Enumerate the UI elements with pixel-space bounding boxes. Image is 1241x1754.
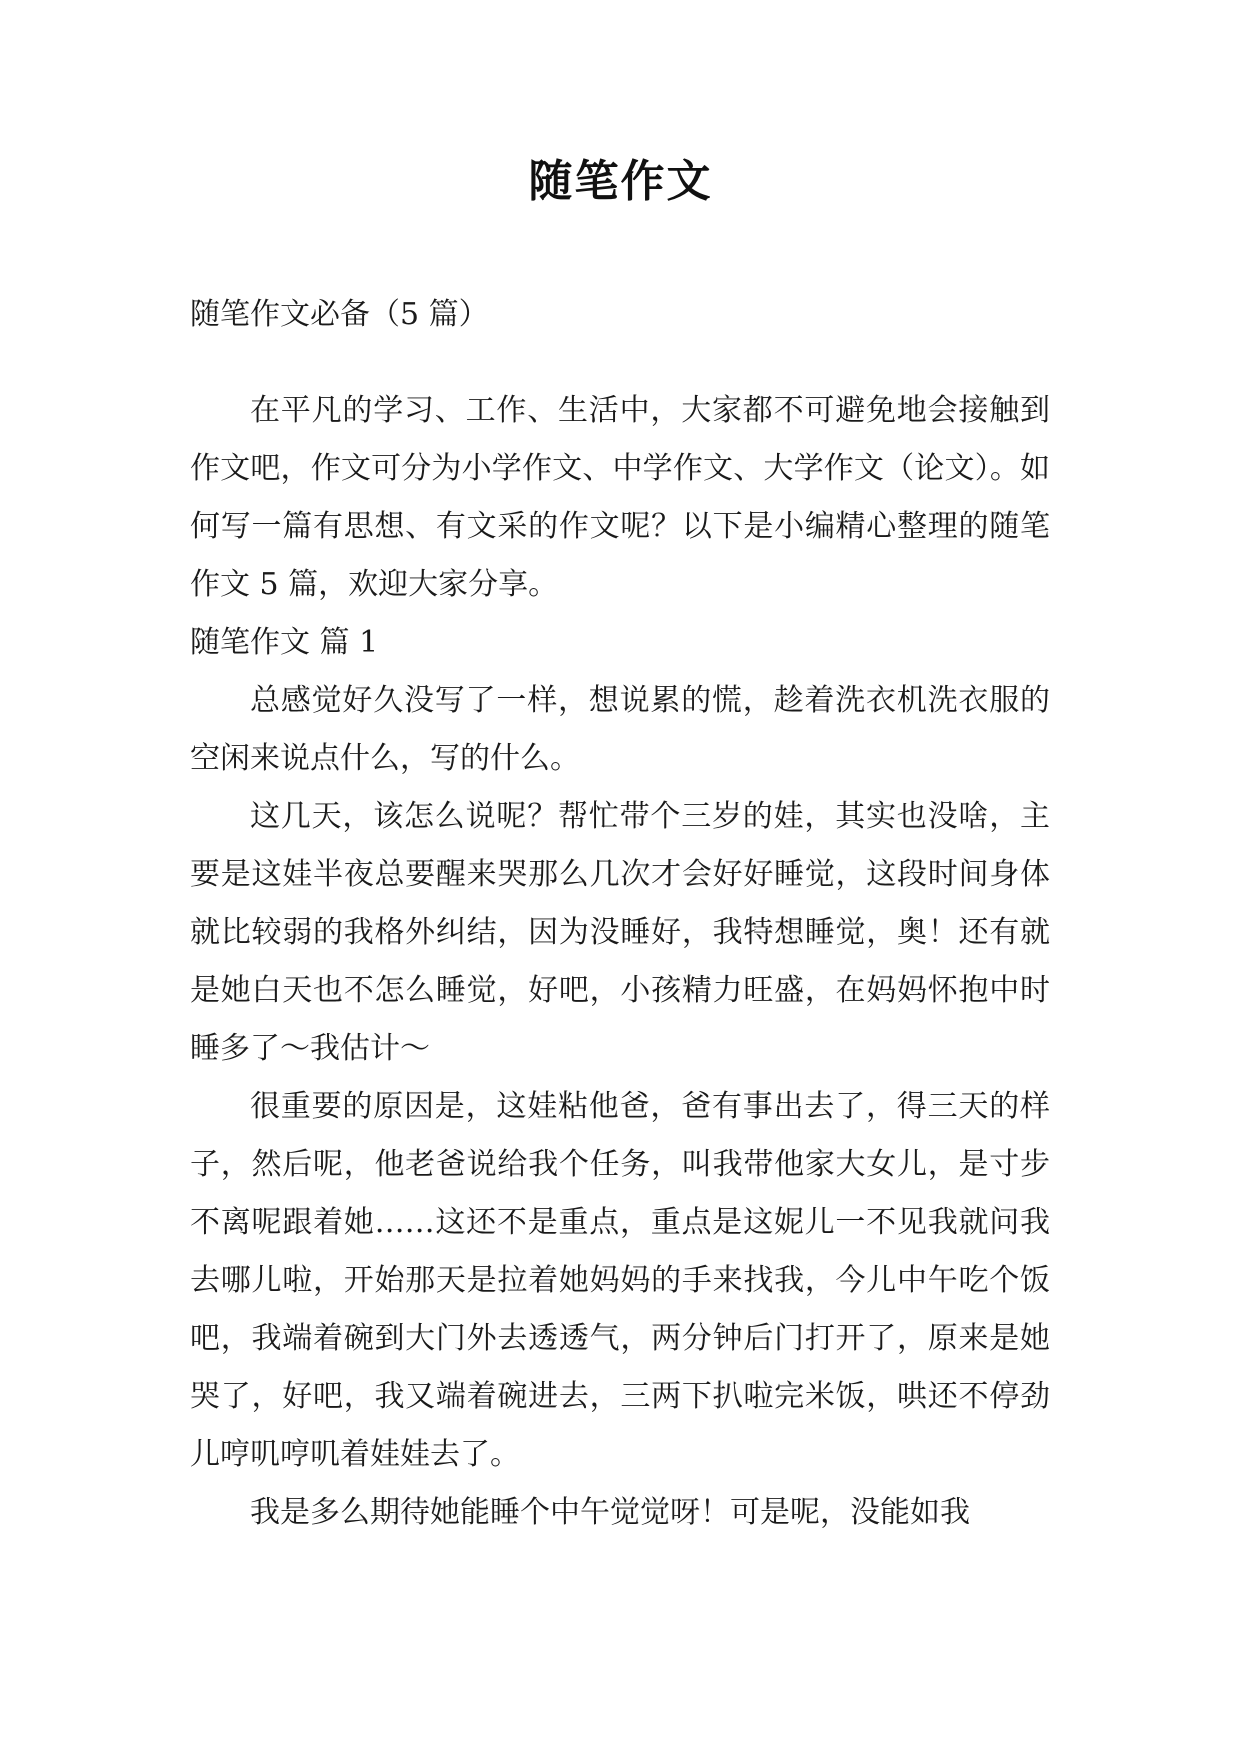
document-body	[190, 286, 1050, 1542]
body-paragraph: 我是多么期待她能睡个中午觉觉呀！可是呢，没能如我	[250, 1495, 970, 1530]
intro-paragraph: 在平凡的学习、工作、生活中，大家都不可避免地会接触到作文吧，作文可分为小学作文、中学作文、大学作文（论文）。如何写一篇有思想、有文采的作文呢？以下是小编精心整理的随笔作文 5 篇，欢迎大家分享。	[190, 393, 1050, 602]
body-paragraph: 总感觉好久没写了一样，想说累的慌，趁着洗衣机洗衣服的空闲来说点什么，写的什么。	[190, 683, 1050, 776]
body-paragraph: 这几天，该怎么说呢？帮忙带个三岁的娃，其实也没啥，主要是这娃半夜总要醒来哭那么几次才会好好睡觉，这段时间身体就比较弱的我格外纠结，因为没睡好，我特想睡觉，奥！还有就是她白天也不怎么睡觉，好吧，小孩精力旺盛，在妈妈怀抱中时睡多了～我估计～	[190, 799, 1050, 1066]
document-subtitle: 随笔作文必备（5 篇）	[190, 297, 489, 332]
body-paragraph: 很重要的原因是，这娃粘他爸，爸有事出去了，得三天的样子，然后呢，他老爸说给我个任务，叫我带他家大女儿，是寸步不离呢跟着她……这还不是重点，重点是这妮儿一不见我就问我去哪儿啦，开始那天是拉着她妈妈的手来找我，今儿中午吃个饭吧，我端着碗到大门外去透透气，两分钟后门打开了，原来是她哭了，好吧，我又端着碗进去，三两下扒啦完米饭，哄还不停劲儿哼叽哼叽着娃娃去了。	[190, 1089, 1050, 1472]
section-heading: 随笔作文 篇 1	[190, 625, 379, 660]
document-title: 随笔作文	[528, 156, 713, 207]
